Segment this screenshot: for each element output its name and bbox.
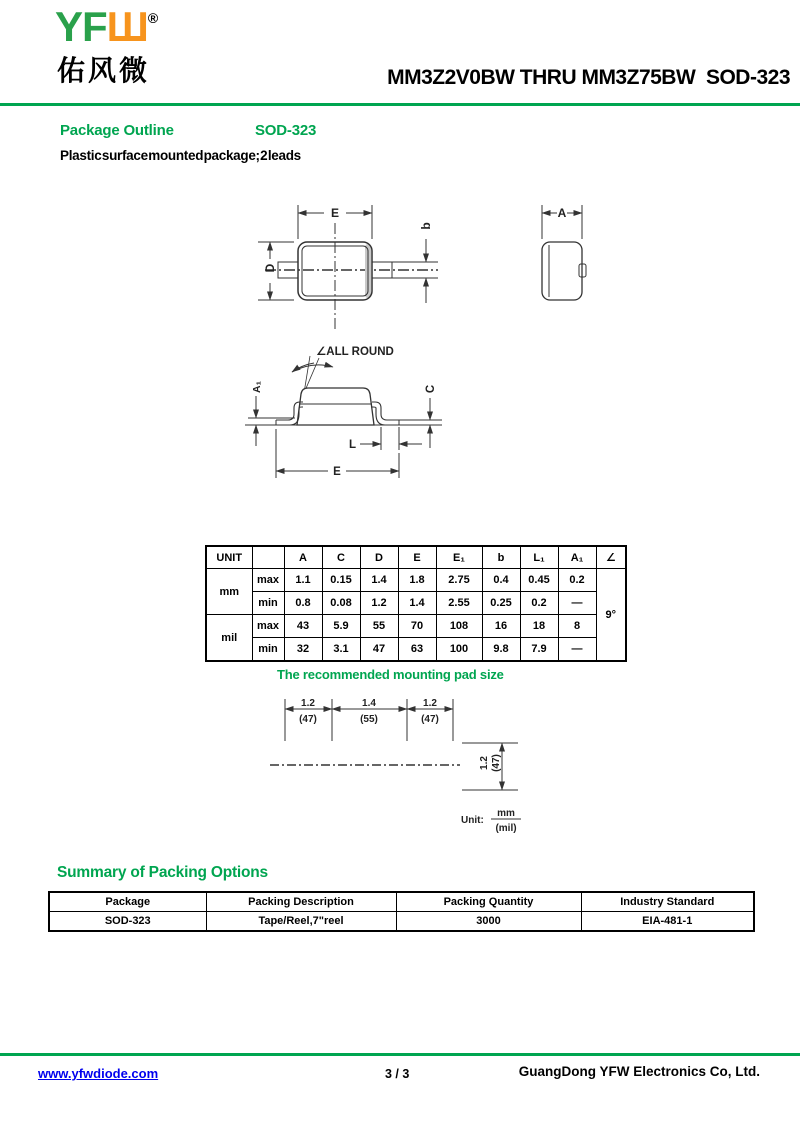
- cell-value: 1.8: [398, 569, 436, 592]
- col-header-E: E: [398, 546, 436, 569]
- company-logo: [55, 3, 159, 50]
- cell-value: 0.8: [284, 592, 322, 615]
- table-row: [206, 592, 626, 615]
- mounting-pad-title: The recommended mounting pad size: [277, 667, 504, 682]
- package-side-view-drawing: [240, 338, 450, 488]
- col-header-b: b: [482, 546, 520, 569]
- cell-value: 108: [436, 615, 482, 638]
- dim-label-D: D: [263, 263, 277, 273]
- cell-value: —: [558, 592, 596, 615]
- cell-value: 0.2: [558, 569, 596, 592]
- cell-value: 16: [482, 615, 520, 638]
- packing-header-row: [49, 892, 754, 912]
- pad-dimv-mm: 1.2: [479, 756, 490, 770]
- footer-divider: [0, 1053, 800, 1056]
- cell-value: 7.9: [520, 638, 558, 662]
- pad-dim2-mm: 1.4: [362, 698, 376, 709]
- page-number: 3 / 3: [385, 1067, 410, 1081]
- col-header-unit: UNIT: [206, 546, 252, 569]
- cell-value: 43: [284, 615, 322, 638]
- dim-label-E-side: E: [333, 466, 341, 478]
- table-row: [206, 615, 626, 638]
- col-header-blank: [252, 546, 284, 569]
- col-header-angle: ∠: [596, 546, 626, 569]
- dim-label-A1: A₁: [251, 381, 263, 393]
- unit-mm: mm: [206, 569, 252, 615]
- table-row: [206, 569, 626, 592]
- cell-value: 63: [398, 638, 436, 662]
- limit-label: min: [252, 638, 284, 662]
- cell-value: 0.08: [322, 592, 360, 615]
- cell-value: 32: [284, 638, 322, 662]
- pad-dimv-mil: (47): [491, 754, 502, 772]
- cell-value: 0.15: [322, 569, 360, 592]
- cell-value: 1.4: [398, 592, 436, 615]
- cell-value: 1.1: [284, 569, 322, 592]
- pad-dim2-mil: (55): [360, 714, 378, 725]
- cell-value: 55: [360, 615, 398, 638]
- cell-value: 5.9: [322, 615, 360, 638]
- side-view-geometry: [245, 356, 442, 478]
- unit-mil: mil: [206, 615, 252, 662]
- pad-dim1-mil: (47): [299, 714, 317, 725]
- unit-numerator: mm: [497, 808, 515, 819]
- cell-value: 47: [360, 638, 398, 662]
- document-title: MM3Z2V0BW THRU MM3Z75BW SOD-323: [387, 66, 790, 89]
- unit-denominator: (mil): [495, 823, 517, 834]
- cell-value: 3.1: [322, 638, 360, 662]
- packing-package: SOD-323: [49, 912, 206, 932]
- cell-value: —: [558, 638, 596, 662]
- dim-label-b: b: [419, 222, 433, 230]
- col-header-D: D: [360, 546, 398, 569]
- col-header-package: Package: [49, 892, 206, 912]
- col-header-L1: L₁: [520, 546, 558, 569]
- limit-label: max: [252, 615, 284, 638]
- col-header-A: A: [284, 546, 322, 569]
- packing-options-table: [48, 891, 755, 932]
- package-subtitle: Plastic surface mounted package; 2 leads: [60, 148, 301, 163]
- cell-value: 2.75: [436, 569, 482, 592]
- logo-w-glyph: Ш: [106, 3, 148, 50]
- header-divider: [0, 103, 800, 106]
- table-row: [49, 912, 754, 932]
- cell-value: 0.45: [520, 569, 558, 592]
- cell-value: 2.55: [436, 592, 482, 615]
- pad-dim1-mm: 1.2: [301, 698, 315, 709]
- col-header-quantity: Packing Quantity: [396, 892, 581, 912]
- cell-value: 0.25: [482, 592, 520, 615]
- packing-standard: EIA-481-1: [581, 912, 754, 932]
- unit-label: Unit:: [461, 815, 484, 826]
- cell-value: 70: [398, 615, 436, 638]
- dimension-table: [205, 545, 627, 662]
- table-row: [206, 638, 626, 662]
- packing-quantity: 3000: [396, 912, 581, 932]
- package-top-and-end-view-drawing: [230, 195, 620, 335]
- dim-label-A: A: [557, 206, 567, 220]
- company-name: GuangDong YFW Electronics Co, Ltd.: [518, 1064, 760, 1079]
- col-header-C: C: [322, 546, 360, 569]
- cell-value: 0.4: [482, 569, 520, 592]
- logo-yf-text: YF: [55, 3, 107, 50]
- col-header-E1: E₁: [436, 546, 482, 569]
- limit-label: min: [252, 592, 284, 615]
- col-header-A1: A₁: [558, 546, 596, 569]
- registered-mark: ®: [147, 10, 159, 26]
- pad-dim3-mm: 1.2: [423, 698, 437, 709]
- section-heading: Package Outline: [60, 122, 174, 139]
- logo-chinese-name: 佑风微: [57, 55, 151, 86]
- website-link[interactable]: www.yfwdiode.com: [38, 1066, 159, 1081]
- packing-description: Tape/Reel,7"reel: [206, 912, 396, 932]
- cell-value: 18: [520, 615, 558, 638]
- cell-value: 8: [558, 615, 596, 638]
- cell-value: 100: [436, 638, 482, 662]
- cell-value: 9.8: [482, 638, 520, 662]
- cell-value: 0.2: [520, 592, 558, 615]
- dim-label-E: E: [330, 206, 340, 220]
- pad-dim3-mil: (47): [421, 714, 439, 725]
- mounting-pad-drawing: [265, 695, 525, 845]
- dim-label-L: L: [348, 439, 356, 451]
- all-round-label: ∠ALL ROUND: [316, 346, 394, 358]
- cell-value: 1.2: [360, 592, 398, 615]
- col-header-description: Packing Description: [206, 892, 396, 912]
- angle-value-cell: 9°: [596, 569, 626, 662]
- dim-table-header-row: [206, 546, 626, 569]
- cell-value: 1.4: [360, 569, 398, 592]
- limit-label: max: [252, 569, 284, 592]
- packing-options-title: Summary of Packing Options: [57, 864, 268, 881]
- package-name: SOD-323: [255, 122, 317, 139]
- dim-label-C: C: [425, 384, 437, 394]
- col-header-standard: Industry Standard: [581, 892, 754, 912]
